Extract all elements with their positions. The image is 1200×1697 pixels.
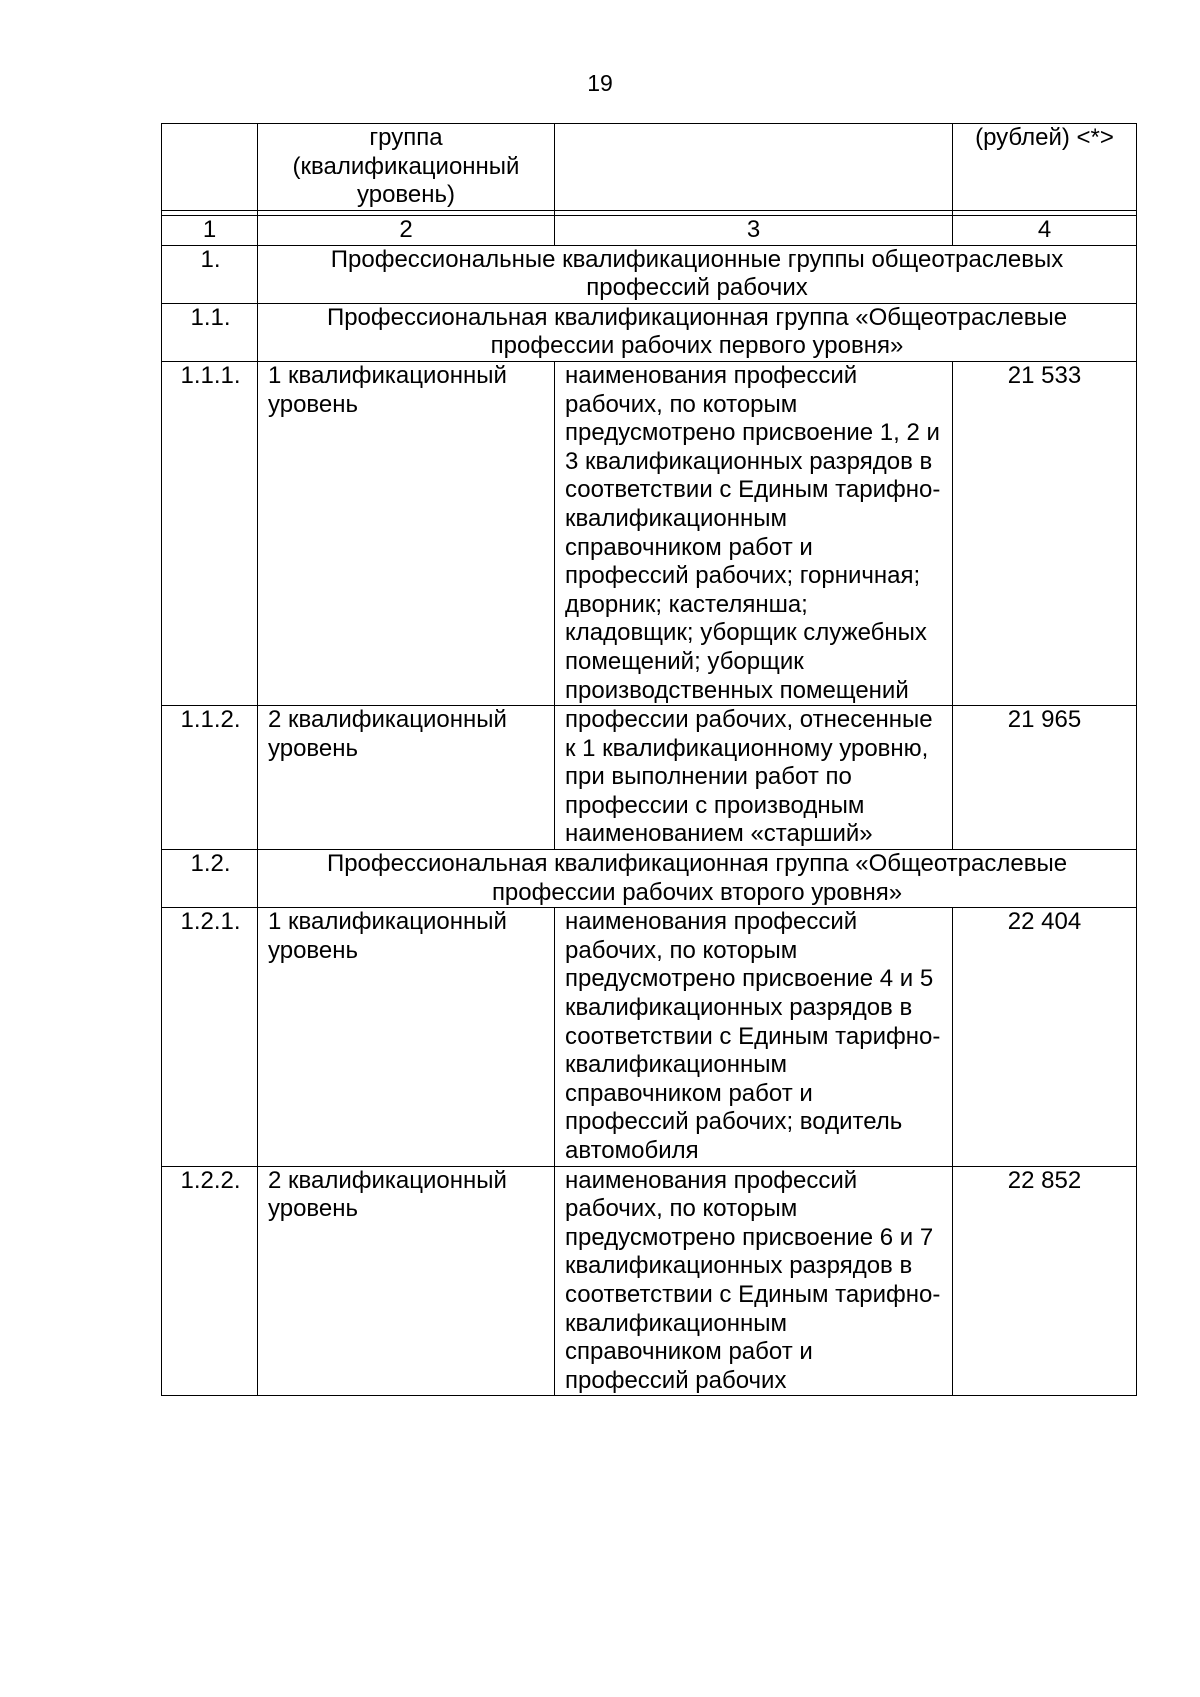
salary-value: 21 533 [953,361,1137,705]
table-section-row [162,245,1137,303]
page-number: 19 [587,70,613,96]
header-cell-salary: (рублей) <*> [953,124,1137,211]
column-number-1: 1 [162,216,258,246]
salary-table [161,123,1137,1396]
qualification-level: 1 квалификационный уровень [258,908,555,1166]
section-title: Профессиональная квалификационная группа «Общеотраслевые профессии рабочих первого уровня» [258,303,1137,361]
section-number: 1.2. [162,850,258,908]
salary-value: 22 852 [953,1166,1137,1396]
table-header-row [162,124,1137,211]
row-number: 1.1.1. [162,361,258,705]
row-number: 1.1.2. [162,706,258,850]
qualification-level: 2 квалификационный уровень [258,706,555,850]
profession-description: профессии рабочих, отнесенные к 1 квалификационному уровню, при выполнении работ по профессии с производным наименованием «старший» [555,706,953,850]
table-section-row [162,303,1137,361]
table-row [162,1166,1137,1396]
column-number-4: 4 [953,216,1137,246]
table-row [162,361,1137,705]
section-number: 1. [162,245,258,303]
qualification-level: 2 квалификационный уровень [258,1166,555,1396]
salary-value: 21 965 [953,706,1137,850]
section-title: Профессиональная квалификационная группа «Общеотраслевые профессии рабочих второго уровня» [258,850,1137,908]
header-cell-group: группа (квалификационный уровень) [258,124,555,211]
table-row [162,908,1137,1166]
header-cell-number [162,124,258,211]
profession-description: наименования профессий рабочих, по которым предусмотрено присвоение 6 и 7 квалификационных разрядов в соответствии с Единым тарифно-квалификационным справочником работ и профессий рабочих [555,1166,953,1396]
salary-value: 22 404 [953,908,1137,1166]
table-row [162,706,1137,850]
salary-table-wrapper [161,123,1136,1396]
column-number-row [162,216,1137,246]
row-number: 1.2.2. [162,1166,258,1396]
table-section-row [162,850,1137,908]
section-title: Профессиональные квалификационные группы общеотраслевых профессий рабочих [258,245,1137,303]
row-number: 1.2.1. [162,908,258,1166]
profession-description: наименования профессий рабочих, по которым предусмотрено присвоение 1, 2 и 3 квалификационных разрядов в соответствии с Единым тарифно-квалификационным справочником работ и профессий рабочих; горничная; дворник; кастелянша; кладовщик; уборщик служебных помещений; уборщик производственных помещений [555,361,953,705]
header-cell-profession [555,124,953,211]
column-number-2: 2 [258,216,555,246]
profession-description: наименования профессий рабочих, по которым предусмотрено присвоение 4 и 5 квалификационных разрядов в соответствии с Единым тарифно-квалификационным справочником работ и профессий рабочих; водитель автомобиля [555,908,953,1166]
column-number-3: 3 [555,216,953,246]
qualification-level: 1 квалификационный уровень [258,361,555,705]
section-number: 1.1. [162,303,258,361]
